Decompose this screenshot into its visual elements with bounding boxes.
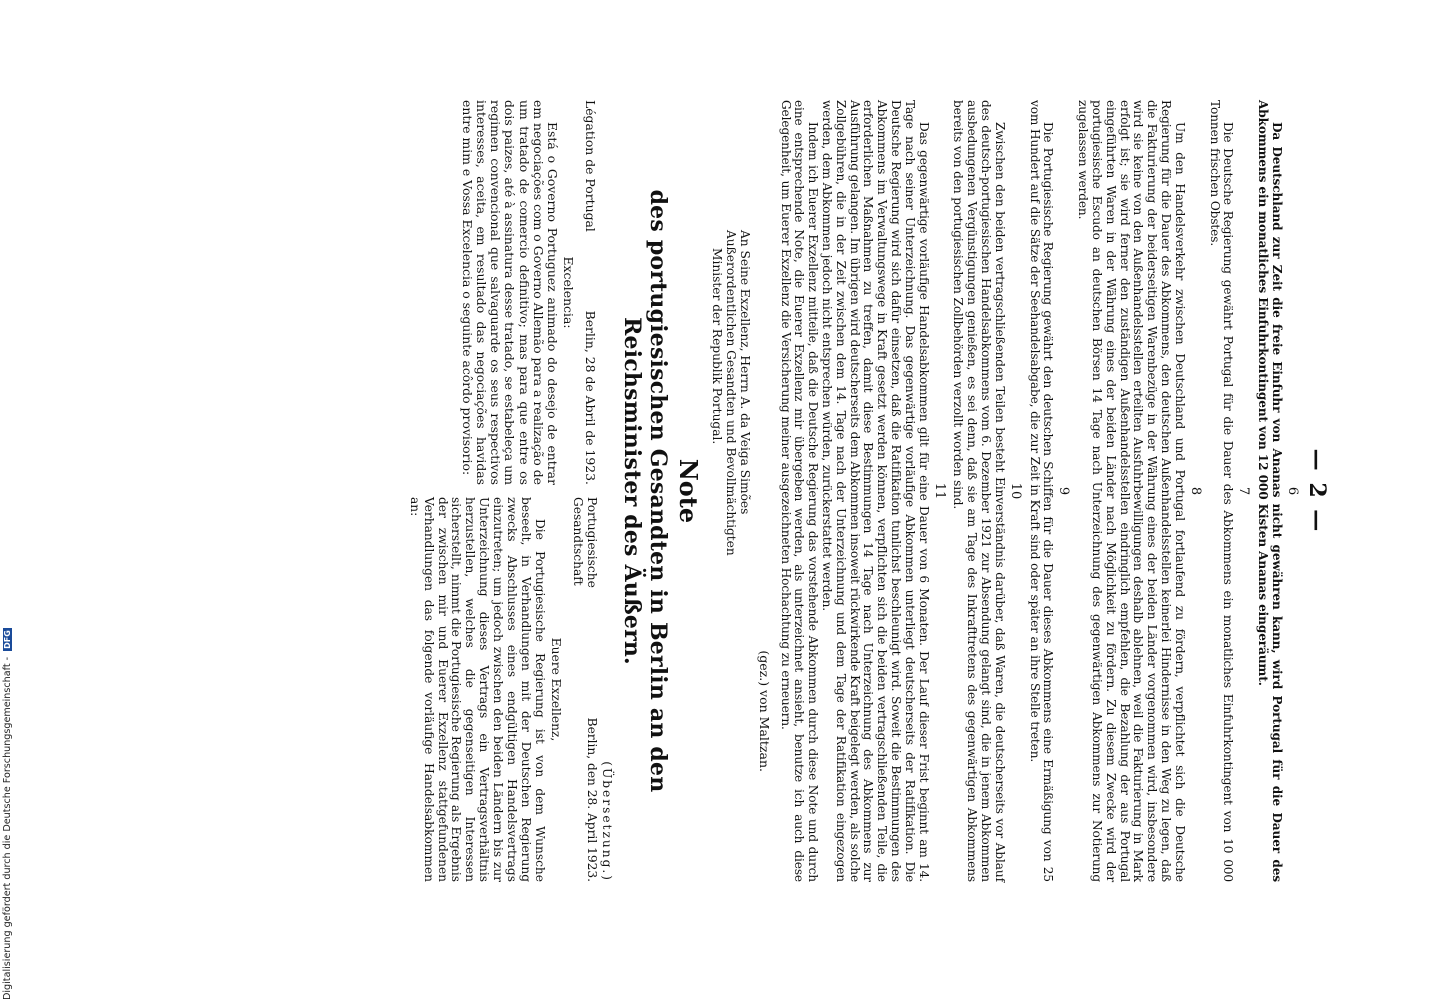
signature: (gez.) von Maltzan. [756,650,772,772]
portuguese-header [583,100,597,485]
portuguese-legation: Légation de Portugal [583,100,599,232]
section-number: 9 [1056,486,1072,496]
german-header [570,497,598,882]
section-text: Um den Handelsverkehr zwischen Deutschland und Portugal fortlaufend zu fördern, verpflichtet sich die Deutsche Regierung für die Dauer des Abkommens, den deutschen Außenhandelsstellen keinerlei Hindernisse in den Weg zu legen, daß die Fakturierung der beiderseitigen Warenbezüge in der Währung eines der beiden Länder vorgenommen wird, insbesondere wird sie keine von den Außenhandelsstellen erteilten Ausfuhrbewilligungen deshalb ablehnen, weil die Fakturierung in Mark erfolgt ist; sie wird ferner den zuständigen Außenhandelsstellen eindringlich empfehlen, die Bezahlung der aus Portugal eingeführten Waren in der Währung eines der beiden Länder nach Möglichkeit zu fördern. Zu diesem Zwecke wird der portugiesische Escudo an deutschen Börsen 14 Tage nach Unterzeichnung des gegenwärtigen Abkommens zur Notierung zugelassen werden. [1076,100,1187,882]
page-number: — 2 — [1304,448,1330,534]
german-text: Die Portugiesische Regierung ist von dem Wunsche beseelt, in Verhandlungen mit der Deutschen Regierung zwecks Abschlusses eines endgültigen Handelsvertrags einzutreten; um jedoch zwischen den beiden Ländern bis zur Unterzeichnung dieses Vertrags ein Vertragsverhältnis herzustellen, welches die gegenseitigen Interessen sicherstellt, nimmt die Portugiesische Regierung als Ergebnis der zwischen mir und Euerer Exzellenz stattgefundenen Verhandlungen das folgende vorläufige Handelsabkommen an: [407,497,547,882]
addressee-line-1: An Seine Exzellenz, Herrn A. da Veiga Simões [737,230,752,515]
portuguese-text: Está o Governo Portuguez animado do desejo de entrar em negociações com o Governo Allemão para a realização de um tratado de comercio definitivo; mas para que entre os dois paizes, até à assinatura desse tratado, se estabeleça um regimen convencional que salvaguarde os seus respectivos interesses, aceita, em resultado das negociações havidas entre mim e Vossa Excelencia o seguinte acôrdo provisorio: [459,100,561,485]
section-10 [951,100,1022,882]
section-number: 7 [1236,486,1252,496]
note-title: Note [674,458,704,524]
section-6 [1255,100,1299,882]
section-text: Die Portugiesische Regierung gewährt den deutschen Schiffen für die Dauer dieses Abkommens eine Ermäßigung von 25 vom Hundert auf die Sätze der Seehandelsabgabe, die zur Zeit in Kraft sind oder später an ihre Stelle treten. [1027,100,1056,882]
section-text: Da Deutschland zur Zeit die freie Einfuhr von Ananas nicht gewähren kann, wird Portugal für die Dauer des Abkommens ein monatliches Einfuhrkontingent von 12 000 Kisten Ananas eingeräumt. [1256,100,1284,882]
section-number: 8 [1187,486,1203,496]
section-text: Das gegenwärtige vorläufige Handelsabkommen gilt für eine Dauer von 6 Monaten. Der Lauf dieser Frist beginnt am 14. Tage nach seiner Unterzeichnung. Das gegenwärtige vorläufige Abkommen unterliegt deutscherseits der Ratifikation. Die Deutsche Regierung wird sich dafür einsetzen, daß die Ratifikation tunlichst beschleunigt wird. Soweit die Bestimmungen des Abkommens im Verwaltungswege in Kraft gesetzt werden können, verpflichten sich die beiden vertragschließenden Teile, die erforderlichen Maßnahmen zu treffen, damit diese Bestimmungen 14 Tage nach Unterzeichnung des Abkommens zur Ausführung gelangen. Im übrigen wird deutscherseits dem Abkommen insoweit rückwirkende Kraft beigelegt werden, als solche Zollgebühren, die in der Zeit zwischen dem 14. Tage nach der Unterzeichnung und dem Tage der Ratifikation eingezogen werden, dem Abkommen jedoch nicht entsprechen würden, zurückerstattet werden. [820,100,931,882]
section-number: 10 [1007,482,1023,500]
section-number: 6 [1285,486,1300,496]
german-column [407,497,614,882]
dfg-logo: DFG [2,630,12,649]
section-number: 11 [931,482,947,500]
german-salutation: Euere Exzellenz, [548,637,563,742]
german-legation: Portugiesische Gesandtschaft [570,497,599,588]
german-date: Berlin, den 28. April 1923. [584,717,599,882]
section-text: Zwischen den beiden vertragschließenden Teilen besteht Einverständnis darüber, daß Waren, die deutscherseits vor Ablauf des deutsch-portugiesischen Handelsabkommens vom 6. Dezember 1921 zur Absendung gelangt sind, die in jenem Abkommen ausbedungenen Vergünstigungen genießen, es sei denn, daß sie am Tage des Inkrafttretens des gegenwärtigen Abkommens bereits von den portugiesischen Zollbehörden verzollt worden sind. [951,100,1007,882]
note-subtitle: des portugiesischen Gesandten in Berlin an den Reichsminister des Äußern. [619,189,672,793]
portuguese-date: Berlin, 28 de Abril de 1923. [583,310,599,485]
section-text: Die Deutsche Regierung gewährt Portugal für die Dauer des Abkommens ein monatliches Einfuhrkontingent von 10 000 Tonnen frischen Obstes. [1207,100,1236,882]
section-7 [1207,100,1251,882]
addressee-line-2: Außerordentlichen Gesandten und Bevollmächtigten [724,230,739,556]
closing-paragraph: Indem ich Euerer Exzellenz mitteile, daß die Deutsche Regierung das vorstehende Abkommen durch diese Note und durch eine entsprechende Note, die Euerer Exzellenz mir übergeben werden, als unterzeichnet ansieht, benutze ich auch diese Gelegenheit, um Euerer Exzellenz die Versicherung meiner ausgezeichneten Hochachtung zu erneuern. [778,100,821,882]
translation-label: (Übersetzung.) [600,761,615,882]
addressee-block [710,100,751,882]
portuguese-column [407,100,614,485]
footer-caption: Digitalisierung gefördert durch die Deutsche Forschungsgemeinschaft - [2,653,13,1000]
bilingual-columns [407,100,614,882]
section-11 [819,100,945,882]
addressee-line-3: Minister der Republik Portugal. [710,248,725,445]
portuguese-salutation: Excelencia: [561,256,577,329]
section-9 [1027,100,1071,882]
section-8 [1075,100,1201,882]
